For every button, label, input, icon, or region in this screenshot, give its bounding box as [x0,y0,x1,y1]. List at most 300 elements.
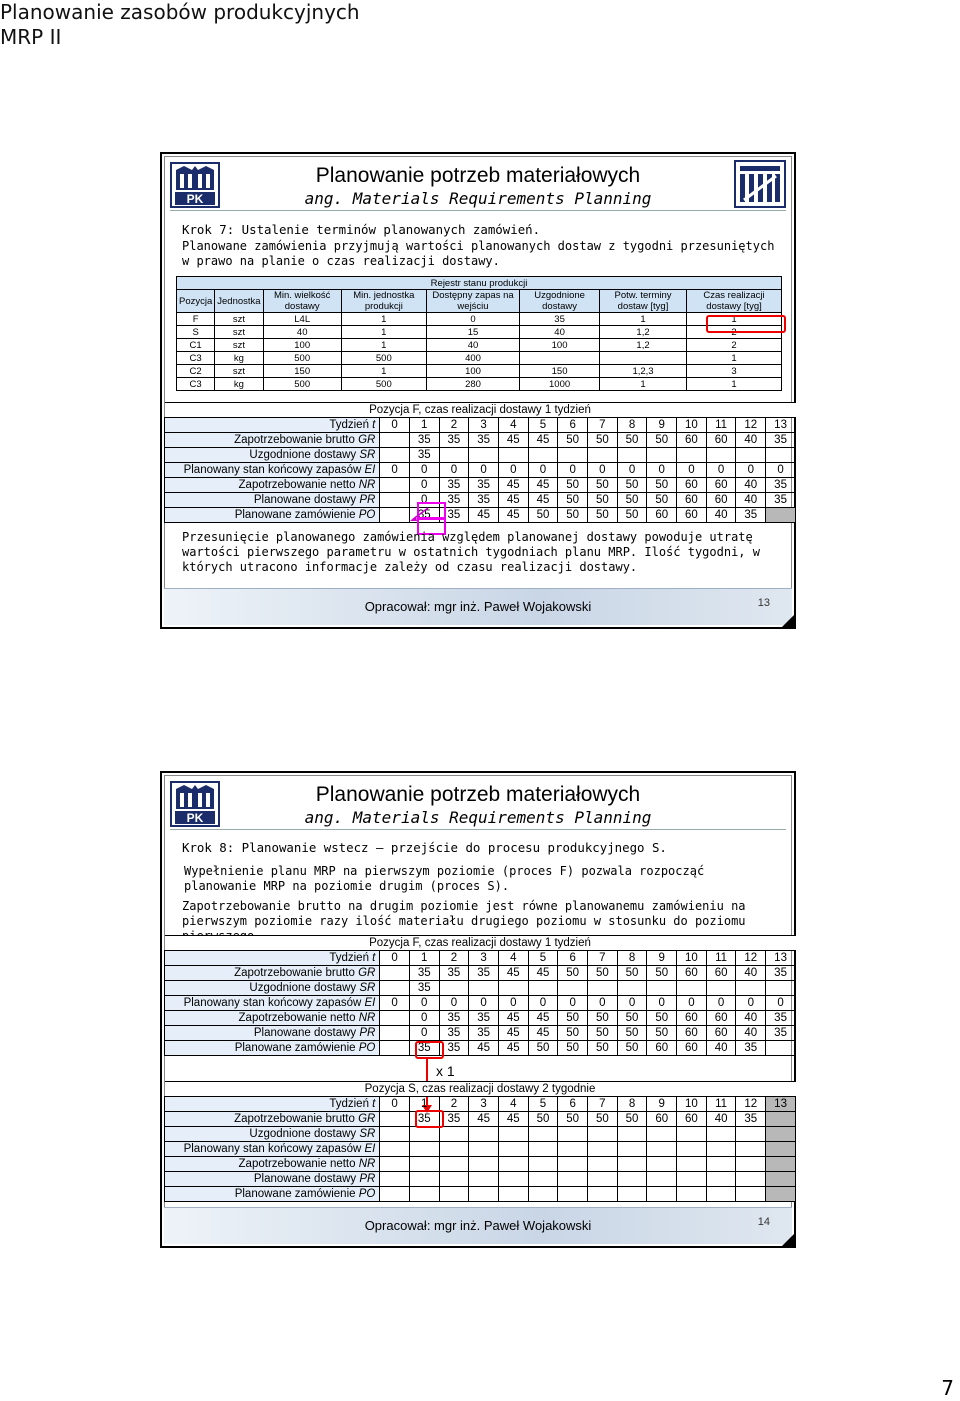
mrp-cell [647,1172,677,1187]
mrp-cell [439,981,469,996]
mrp-cell: 0 [558,996,588,1011]
mrp-label-text: Tydzień [329,952,373,964]
register-row [177,326,782,339]
register-cell: 500 [263,378,341,391]
mrp-label-symbol: t [372,1098,376,1110]
mrp-cell: 50 [647,478,677,493]
mrp-cell: 0 [736,996,766,1011]
svg-text:PK: PK [186,811,204,825]
mrp-cell: 10 [677,951,707,966]
mrp-cell [380,1026,410,1041]
register-cell: 500 [341,352,426,365]
slide-subtitle: ang. Materials Requirements Planning [304,808,652,827]
mrp-cell: 35 [409,1041,439,1056]
mrp-cell [588,981,618,996]
mrp-table-f [164,935,796,1056]
mrp-cell: 40 [736,1026,766,1041]
mrp-cell: 50 [617,1011,647,1026]
mrp-cell [439,448,469,463]
register-header-cell: Dostępny zapas na wejściu [426,290,519,313]
mrp-cell: 50 [617,493,647,508]
mrp-cell [617,448,647,463]
mrp-table-f [164,402,796,523]
mrp-cell: 50 [558,1026,588,1041]
mrp-cell: 9 [647,418,677,433]
mrp-label-symbol: NR [358,479,376,491]
mrp-cell: 0 [558,463,588,478]
mrp-label-text: Planowany stan końcowy zapasów [183,1143,365,1155]
mrp-row [165,1011,796,1026]
mrp-cell [558,448,588,463]
mrp-cell: 0 [409,463,439,478]
slide-14 [160,771,796,1248]
mrp-label-text: Planowany stan końcowy zapasów [183,997,365,1009]
mrp-cell: 0 [498,996,528,1011]
mrp-cell [528,1157,558,1172]
mrp-row-label [165,1187,380,1202]
register-cell: L4L [263,313,341,326]
mrp-cell: 50 [617,508,647,523]
mrp-cell [469,1172,499,1187]
document-subtitle: MRP II [0,25,62,49]
slide-footer [164,588,792,625]
mrp-cell: 60 [677,508,707,523]
mrp-cell: 35 [736,1112,766,1127]
mrp-cell: 45 [528,1011,558,1026]
mrp-cell: 35 [439,1041,469,1056]
mrp-cell: 2 [439,951,469,966]
mrp-cell: 35 [439,493,469,508]
mrp-cell: 60 [706,1026,736,1041]
register-cell: 150 [520,365,600,378]
mrp-label-symbol: NR [358,1012,376,1024]
mrp-cell: 50 [528,1041,558,1056]
mrp-cell: 6 [558,418,588,433]
mrp-cell [736,1172,766,1187]
mrp-cell: 50 [588,966,618,981]
mrp-cell [736,1142,766,1157]
register-header-cell: Min. jednostka produkcji [341,290,426,313]
mrp-cell: 50 [528,1112,558,1127]
mrp-cell [617,981,647,996]
mrp-caption-f: Pozycja F, czas realizacji dostawy 1 tydzień [165,936,796,951]
mrp-cell: 0 [677,996,707,1011]
mrp-cell [766,508,796,523]
mrp-cell [558,1172,588,1187]
mrp-cell [588,1172,618,1187]
slide-title: Planowanie potrzeb materiałowych [315,164,641,187]
mrp-cell: 4 [498,951,528,966]
register-cell: 1,2 [599,326,686,339]
mrp-cell [647,1142,677,1157]
mrp-cell: 11 [706,1097,736,1112]
document-header [0,0,360,50]
mrp-cell: 0 [766,996,796,1011]
mrp-cell [706,1172,736,1187]
mrp-cell: 0 [528,996,558,1011]
register-cell: C3 [177,352,215,365]
mrp-label-text: Zapotrzebowanie netto [238,1158,359,1170]
production-register-table [176,276,782,391]
register-header-cell: Pozycja [177,290,215,313]
register-cell: kg [215,352,263,365]
mrp-cell: 7 [588,1097,618,1112]
register-cell: 1000 [520,378,600,391]
mrp-cell [766,1172,796,1187]
register-cell: 40 [263,326,341,339]
mrp-row-label [165,996,380,1011]
mrp-cell: 50 [558,1041,588,1056]
mrp-row [165,1157,796,1172]
mrp-row-label [165,1011,380,1026]
mrp-cell: 35 [469,1011,499,1026]
register-caption: Rejestr stanu produkcji [177,277,782,290]
mrp-cell: 5 [528,951,558,966]
register-cell: 150 [263,365,341,378]
mrp-cell: 45 [498,478,528,493]
mrp-cell [677,1127,707,1142]
register-cell: C3 [177,378,215,391]
mrp-cell: 45 [469,1112,499,1127]
mrp-cell: 13 [766,951,796,966]
mrp-row [165,1127,796,1142]
register-cell: szt [215,339,263,352]
mrp-cell: 11 [706,418,736,433]
mrp-label-symbol: PR [359,1173,376,1185]
register-cell: 280 [426,378,519,391]
mrp-row [165,1112,796,1127]
mrp-cell: 50 [588,1112,618,1127]
mrp-row-label [165,1112,380,1127]
mrp-cell [677,1157,707,1172]
register-cell: 1 [341,365,426,378]
mrp-cell: 45 [528,966,558,981]
mrp-cell [766,1187,796,1202]
mrp-label-text: Zapotrzebowanie netto [238,1012,359,1024]
mrp-cell [588,448,618,463]
mrp-cell: 35 [409,433,439,448]
mrp-cell [766,1157,796,1172]
mrp-cell [469,1127,499,1142]
mrp-cell [706,448,736,463]
paragraph-1: Wypełnienie planu MRP na pierwszym poziomie (proces F) pozwala rozpocząć planowanie MRP na poziomie drugim (proces S). [184,864,705,893]
mrp-cell: 8 [617,951,647,966]
mrp-cell: 35 [439,1112,469,1127]
highlight-planned-order [415,1041,444,1059]
register-header-cell: Uzgodnione dostawy [520,290,600,313]
mrp-cell: 60 [647,508,677,523]
mrp-cell: 35 [439,966,469,981]
mrp-cell: 45 [528,478,558,493]
mrp-label-text: Planowane zamówienie [234,509,359,521]
mrp-cell [409,1157,439,1172]
mrp-cell [766,981,796,996]
mrp-row [165,1187,796,1202]
mrp-cell: 35 [766,433,796,448]
mrp-cell: 0 [498,463,528,478]
mrp-cell: 60 [677,1041,707,1056]
page-number: 7 [941,1376,954,1400]
register-cell: 400 [426,352,519,365]
mrp-cell [469,981,499,996]
mrp-cell: 60 [647,1041,677,1056]
mrp-cell [380,1142,410,1157]
register-cell: 1 [599,378,686,391]
mrp-cell: 2 [439,1097,469,1112]
mrp-cell [469,1187,499,1202]
slide-title: Planowanie potrzeb materiałowych [315,783,641,806]
mrp-cell: 13 [766,418,796,433]
mrp-cell: 50 [558,508,588,523]
mrp-cell: 40 [706,1041,736,1056]
mrp-row [165,996,796,1011]
mrp-cell: 0 [439,996,469,1011]
mrp-cell: 4 [498,418,528,433]
mrp-label-text: Planowane dostawy [253,1027,360,1039]
mrp-cell [380,1041,410,1056]
register-cell: 500 [263,352,341,365]
mrp-cell: 0 [409,1011,439,1026]
mrp-cell: 60 [677,1011,707,1026]
register-cell: szt [215,313,263,326]
mrp-cell: 0 [380,418,410,433]
mrp-cell: 45 [498,433,528,448]
mrp-row [165,951,796,966]
mrp-cell [766,1112,796,1127]
register-cell: 1,2 [599,339,686,352]
mrp-cell: 45 [469,1041,499,1056]
register-row [177,378,782,391]
mrp-cell: 10 [677,418,707,433]
mrp-label-text: Zapotrzebowanie brutto [234,1113,359,1125]
mrp-row [165,448,796,463]
mrp-cell: 40 [736,433,766,448]
mrp-label-symbol: PO [358,1188,376,1200]
mrp-cell [647,448,677,463]
mrp-cell [766,448,796,463]
mrp-cell: 35 [439,433,469,448]
mrp-cell: 45 [498,1011,528,1026]
mrp-label-symbol: EI [364,464,376,476]
mrp-cell: 50 [647,433,677,448]
mrp-cell [380,1157,410,1172]
mrp-cell [588,1157,618,1172]
mrp-cell: 0 [469,463,499,478]
mrp-cell: 50 [558,493,588,508]
mrp-cell: 0 [380,1097,410,1112]
mrp-cell: 3 [469,418,499,433]
mrp-cell [528,1142,558,1157]
register-cell [599,352,686,365]
register-cell: 1 [341,339,426,352]
mrp-row [165,1097,796,1112]
mrp-cell: 35 [766,478,796,493]
mrp-cell [409,1187,439,1202]
register-cell: C1 [177,339,215,352]
mrp-cell [617,1172,647,1187]
mrp-cell [439,1187,469,1202]
mrp-row-label [165,448,380,463]
mrp-label-text: Uzgodnione dostawy [249,449,360,461]
register-cell: kg [215,378,263,391]
register-cell: 40 [426,339,519,352]
register-cell: 500 [341,378,426,391]
mrp-cell: 45 [469,508,499,523]
mrp-row-label [165,1127,380,1142]
mrp-cell [617,1142,647,1157]
mrp-cell [588,1187,618,1202]
register-cell: 1 [341,313,426,326]
mrp-cell: 50 [647,493,677,508]
mrp-cell [617,1157,647,1172]
mrp-row [165,463,796,478]
mrp-cell [498,1142,528,1157]
mrp-cell: 50 [558,1011,588,1026]
mrp-cell: 0 [409,493,439,508]
mrp-cell: 12 [736,418,766,433]
mrp-cell: 0 [766,463,796,478]
mrp-table-s [164,1081,796,1202]
mrp-row-label [165,951,380,966]
mrp-cell [677,1142,707,1157]
mrp-cell [380,508,410,523]
mrp-cell: 35 [409,508,439,523]
mrp-row [165,433,796,448]
mrp-cell: 50 [588,478,618,493]
mrp-cell: 0 [706,463,736,478]
mrp-cell: 10 [677,1097,707,1112]
mrp-cell: 60 [706,478,736,493]
mrp-cell [528,448,558,463]
mrp-row [165,1041,796,1056]
mrp-cell [647,1157,677,1172]
highlight-lead-time [706,315,786,333]
mrp-cell: 7 [588,418,618,433]
mrp-label-symbol: NR [358,1158,376,1170]
register-cell: 15 [426,326,519,339]
mrp-cell: 0 [528,463,558,478]
mrp-cell [706,1142,736,1157]
mrp-cell: 50 [588,1041,618,1056]
mrp-cell: 9 [647,1097,677,1112]
step-heading: Krok 7: Ustalenie terminów planowanych zamówień. [182,222,541,237]
mrp-cell: 7 [588,951,618,966]
mrp-cell: 0 [409,478,439,493]
mrp-cell [439,1157,469,1172]
mrp-cell [469,448,499,463]
mrp-cell: 40 [736,966,766,981]
mrp-row-label [165,508,380,523]
mrp-label-symbol: EI [364,997,376,1009]
mrp-cell: 60 [677,966,707,981]
mrp-cell [647,981,677,996]
register-cell: szt [215,365,263,378]
mrp-cell [380,478,410,493]
mrp-cell: 50 [558,966,588,981]
mrp-cell [380,1172,410,1187]
mrp-cell: 0 [588,463,618,478]
mrp-cell: 60 [677,433,707,448]
mrp-cell [409,1142,439,1157]
mrp-label-text: Tydzień [329,419,373,431]
mrp-cell [588,1127,618,1142]
mrp-cell: 60 [647,1112,677,1127]
mrp-label-symbol: PO [358,1042,376,1054]
mrp-cell: 0 [409,996,439,1011]
mrp-cell [528,981,558,996]
register-cell: 1 [341,326,426,339]
mrp-cell: 6 [558,951,588,966]
mrp-label-symbol: PR [359,494,376,506]
mrp-cell [617,1127,647,1142]
mrp-row [165,493,796,508]
mrp-cell [498,1127,528,1142]
mrp-cell: 40 [736,478,766,493]
document-title: Planowanie zasobów produkcyjnych [0,0,360,24]
mrp-cell [677,1172,707,1187]
register-cell: 2 [687,339,782,352]
mrp-cell [380,966,410,981]
mrp-cell: 50 [558,433,588,448]
mrp-label-symbol: GR [358,434,376,446]
multiplier-label: x 1 [436,1063,455,1079]
mrp-cell: 50 [588,508,618,523]
mrp-cell: 50 [588,493,618,508]
mrp-row [165,1026,796,1041]
mrp-cell: 50 [528,508,558,523]
mrp-row-label [165,966,380,981]
mrp-cell [380,433,410,448]
mrp-cell: 3 [469,1097,499,1112]
mrp-cell [588,1142,618,1157]
mrp-cell: 35 [766,966,796,981]
mrp-cell: 12 [736,1097,766,1112]
mrp-cell: 45 [528,493,558,508]
mrp-cell: 50 [617,966,647,981]
mrp-cell: 40 [706,508,736,523]
mrp-label-text: Zapotrzebowanie brutto [234,967,359,979]
mrp-cell: 1 [409,418,439,433]
mrp-cell: 0 [409,1026,439,1041]
mrp-cell: 50 [588,433,618,448]
register-row [177,352,782,365]
mrp-label-symbol: GR [358,1113,376,1125]
step-heading: Krok 8: Planowanie wstecz – przejście do procesu produkcyjnego S. [182,840,667,855]
mrp-cell [469,1157,499,1172]
mrp-label-text: Tydzień [329,1098,373,1110]
mrp-cell [706,981,736,996]
register-cell: szt [215,326,263,339]
mrp-cell: 11 [706,951,736,966]
mrp-cell: 35 [766,1026,796,1041]
mrp-cell: 0 [380,951,410,966]
mrp-cell: 6 [558,1097,588,1112]
mrp-cell: 4 [498,1097,528,1112]
mrp-cell: 0 [439,463,469,478]
mrp-cell [409,1172,439,1187]
mrp-cell [647,1187,677,1202]
mrp-cell [558,1142,588,1157]
mrp-cell: 50 [617,478,647,493]
mrp-cell: 35 [469,433,499,448]
mrp-cell: 35 [409,966,439,981]
slide-13 [160,152,796,629]
mrp-cell [706,1157,736,1172]
mrp-cell: 5 [528,418,558,433]
mrp-cell: 60 [677,478,707,493]
mrp-cell: 8 [617,1097,647,1112]
mrp-cell: 0 [380,996,410,1011]
